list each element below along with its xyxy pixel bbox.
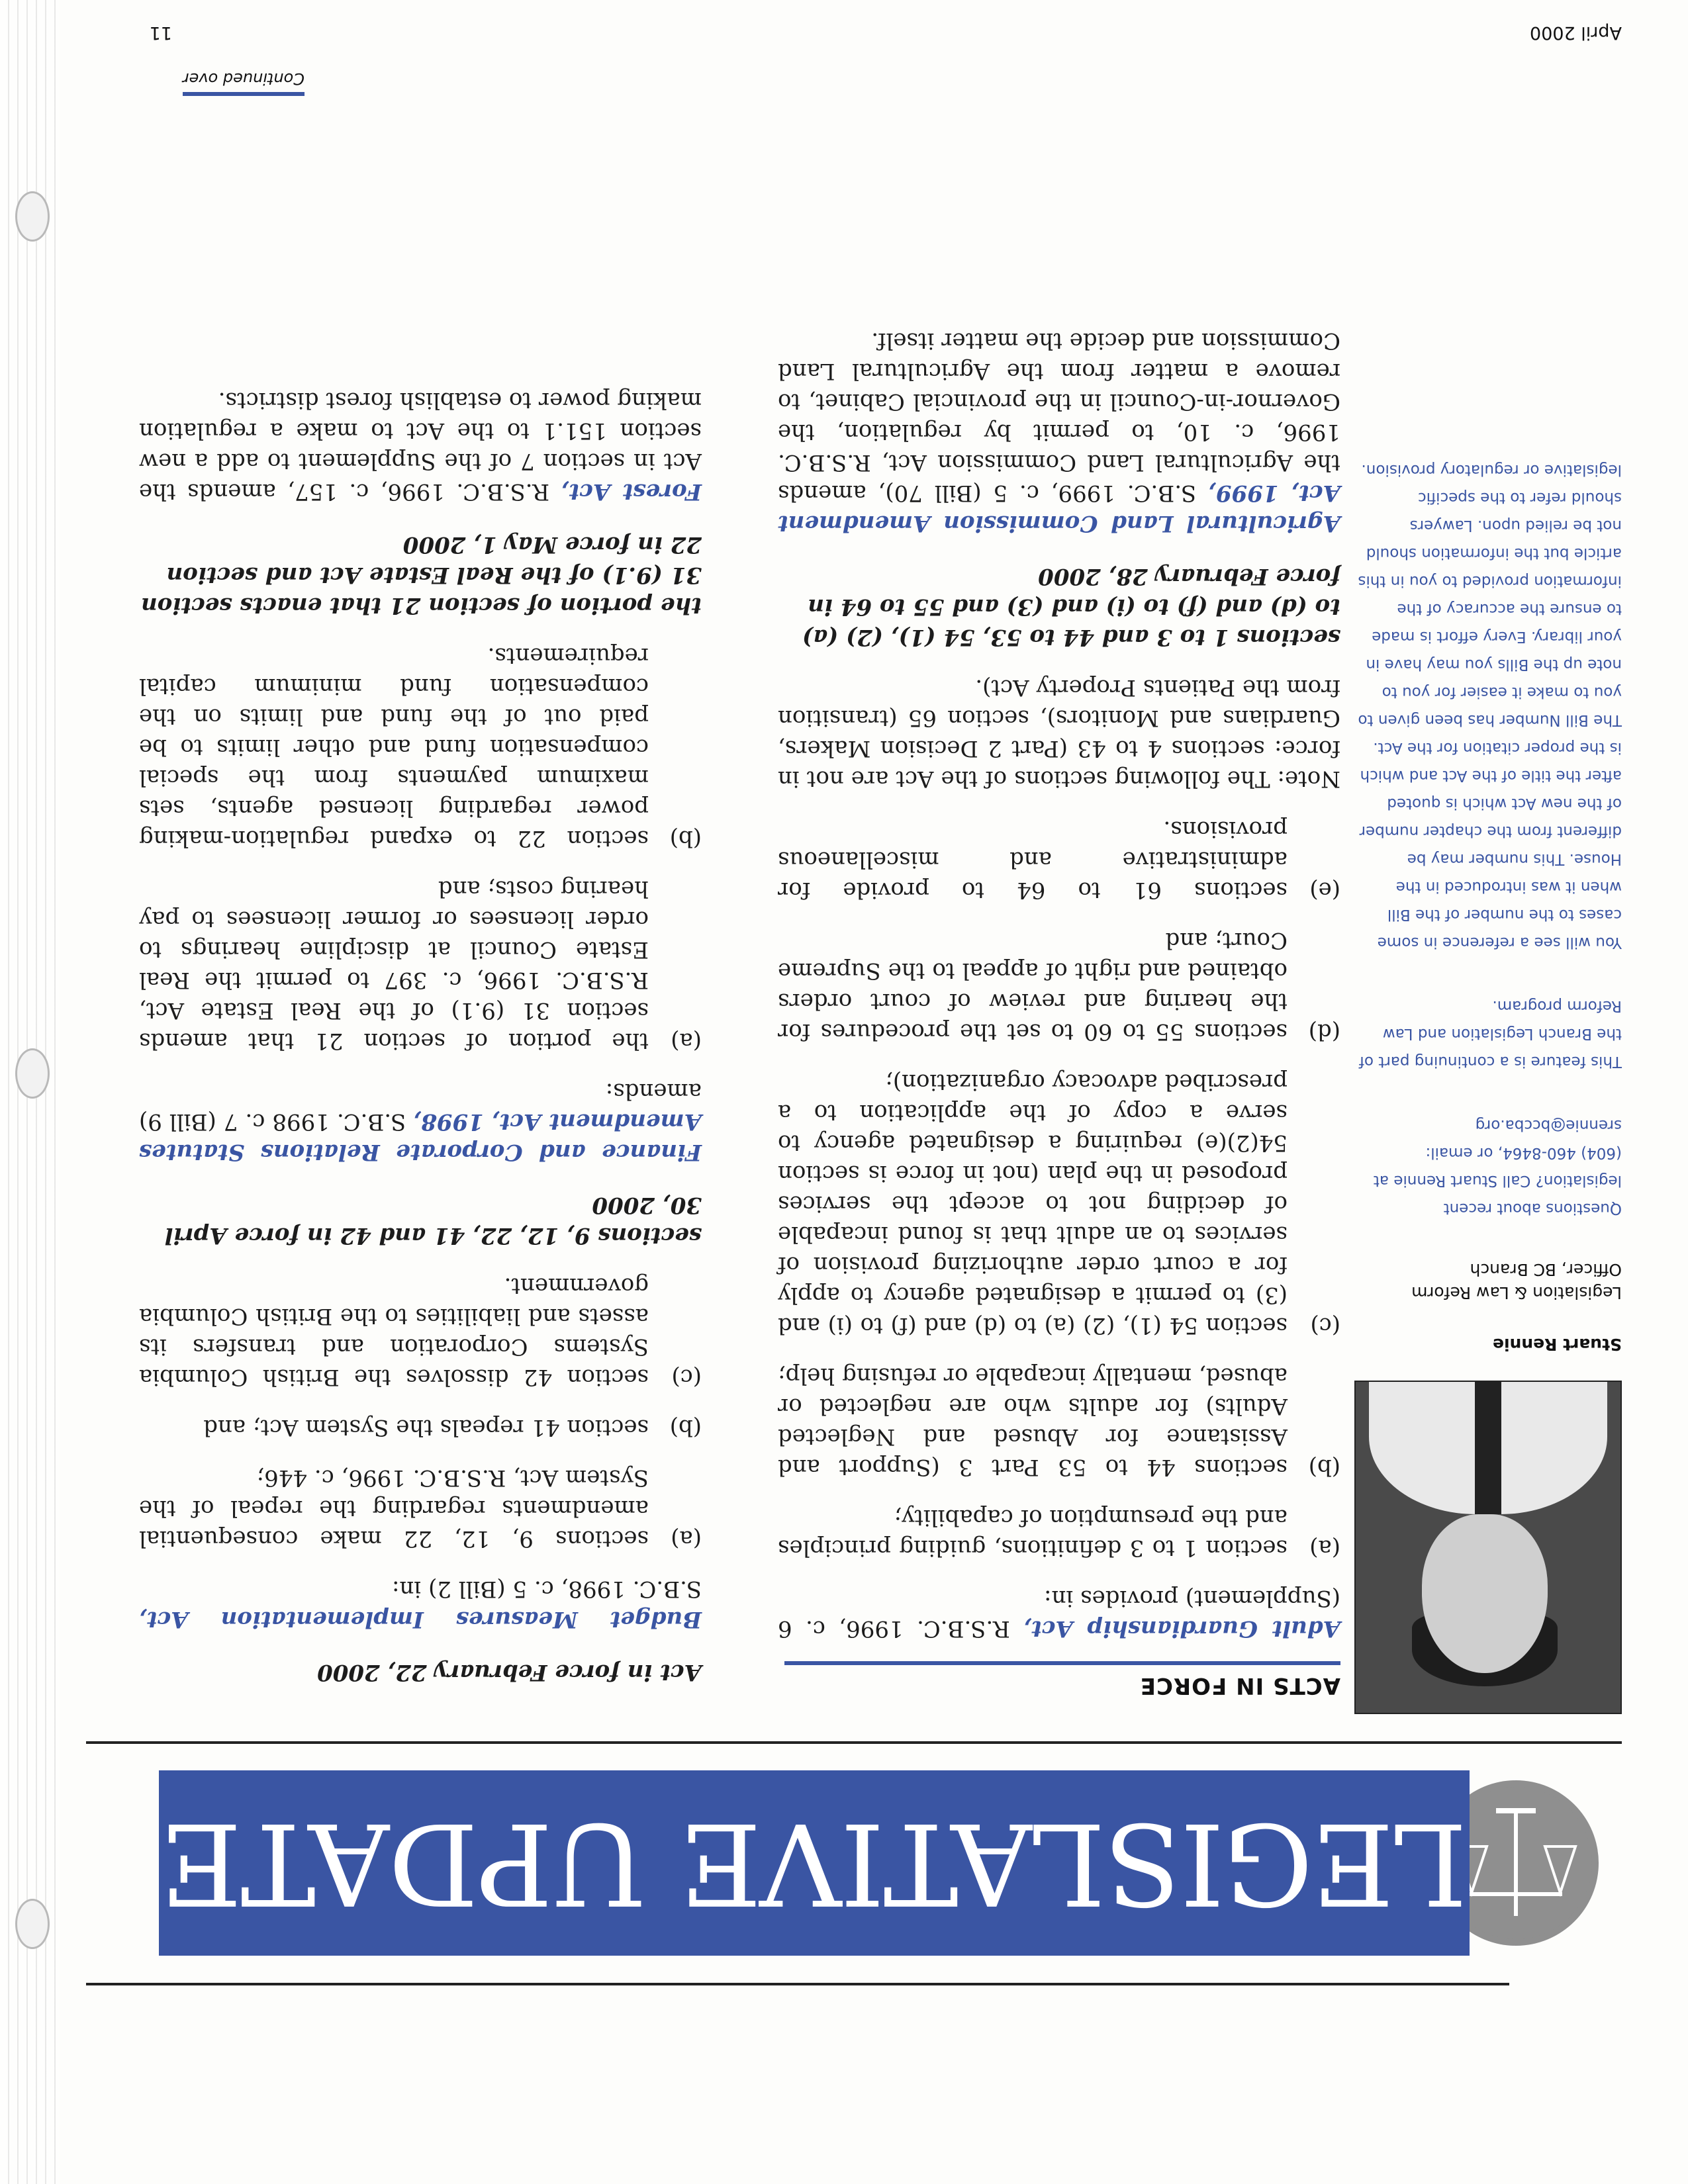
item-label: (b) bbox=[669, 825, 702, 852]
footer-date: April 2000 bbox=[1529, 23, 1622, 43]
column-left bbox=[778, 306, 1340, 1701]
act-description: S.B.C. 1999, c. 5 (Bill 70), amends the Agricultural Land Commission Act, R.S.B.C. 1996, c. 10, to permit by regulation, the Governor-in-Council in the provincial Cabinet, to remove a matter from the Agricultural Land Commission and decide the matter itself. bbox=[778, 328, 1340, 506]
masthead-title: LEGISLATIVE UPDATE bbox=[161, 1797, 1468, 1929]
in-force-statement: Act in force February 22, 2000 bbox=[317, 1659, 702, 1686]
section-heading: ACTS IN FORCE bbox=[784, 1661, 1340, 1701]
item-text: sections 55 to 60 to set the procedures for the hearing and review of court orders obtained and right of appeal to the Supreme Court; and bbox=[778, 927, 1288, 1045]
budget-intro bbox=[139, 1574, 702, 1635]
item-label: (c) bbox=[671, 1364, 702, 1390]
item-label: (b) bbox=[669, 1414, 702, 1441]
item-text: the portion of section 21 that amends section 31 (9.1) of the Real Estate Act, R.S.B.C. 1996, c. 397 to permit the Real Estate Council at discipline hearings to order licensees or former licensees to pay hearing costs; and bbox=[139, 876, 649, 1054]
item-text: section 1 to 3 definitions, guiding principles and the presumption of capability; bbox=[778, 1504, 1288, 1561]
binder-hole-icon bbox=[15, 191, 50, 242]
list-item bbox=[778, 1361, 1340, 1482]
act-title: Finance and Corporate Relations Statutes Amendment Act, 1998, bbox=[139, 1109, 702, 1165]
list-item bbox=[139, 874, 702, 1056]
item-label: (d) bbox=[1308, 1019, 1340, 1045]
in-force-statement: sections 9, 12, 22, 41 and 42 in force April 30, 2000 bbox=[164, 1192, 702, 1249]
item-text: sections 44 to 53 Part 3 (Support and Assistance for Abused and Neglected Adults) for adults who are neglected or abused, mentally incapable or refusing help; bbox=[778, 1363, 1288, 1480]
column-right bbox=[139, 365, 702, 1701]
item-text: section 54 (1), (2) (a) to (d) and (f) to (i) and (3) to permit a designated agency to apply for a court order authorizing provision of services to an adult that is found incapable of deciding not to accept the services proposed in the plan (not in force is section 54(2)(e) requiring a designated agency to serve a copy of the application to a prescribed advocacy organization); bbox=[778, 1069, 1288, 1339]
act-description: R.S.B.C. 1996, c. 157, amends the Act in section 7 of the Supplement to add a new section 151.1 to the Act to make a regulation making power to establish forest districts. bbox=[138, 387, 702, 505]
list-item bbox=[139, 1463, 702, 1554]
list-item bbox=[778, 925, 1340, 1047]
list-item bbox=[139, 1271, 702, 1392]
top-rule bbox=[86, 1983, 1509, 1985]
alc-paragraph bbox=[778, 326, 1340, 539]
item-label: (a) bbox=[1309, 1535, 1340, 1561]
list-item bbox=[139, 1412, 702, 1443]
bill-reference-note: You will see a reference in some cases to the number of the Bill when it was introduced in the House. This number may be different from the chapter number of the new Act which is quoted after the title of the Act and which is the proper citation for the Act. The Bill Number has been given to you to make it easier for you to note up the Bills you may have in your library. Every effort is made to ensure the accuracy of the information provided to you in this article but the information should not be relied upon. Lawyers should refer to the specific legislative or regulatory provision. bbox=[1358, 461, 1622, 951]
list-item bbox=[778, 1067, 1340, 1341]
binder-hole-icon bbox=[15, 1899, 50, 1949]
item-label: (a) bbox=[671, 1028, 702, 1054]
author-photo bbox=[1354, 1381, 1622, 1714]
item-text: section 41 repeals the System Act; and bbox=[203, 1414, 649, 1441]
feature-note: This feature is a continuing part of the Branch Legislation and Law Reform program. bbox=[1358, 997, 1622, 1070]
act-title: Budget Measures Implementation Act, bbox=[139, 1606, 702, 1633]
item-text: section 42 dissolves the British Columbia Systems Corporation and transfers its assets and liabilities to the British Columbia government. bbox=[139, 1273, 649, 1390]
binder-hole-icon bbox=[15, 1048, 50, 1099]
item-text: sections 9, 12, 22 make consequential amendments regarding the repeal of the System Act, R.S.B.C. 1996, c. 446; bbox=[139, 1465, 649, 1552]
act-title: Agricultural Land Commission Amendment Act, 1999, bbox=[778, 480, 1340, 537]
list-item bbox=[778, 1502, 1340, 1563]
not-in-force-note: Note: The following sections of the Act are not in force: sections 4 to 43 (Part 2 Decision Makers, Guardians and Monitors), section 65 (transition from the Patients Property Act). bbox=[778, 674, 1340, 792]
page-number: 11 bbox=[149, 23, 172, 43]
item-text: section 22 to expand regulation-making power regarding licensed agents, sets maximum payments from the special compensation fund and other limits to be paid out of the fund and limits on the compensation fund minimum capital requirements. bbox=[139, 643, 649, 852]
forest-paragraph bbox=[139, 385, 702, 507]
in-force-statement: the portion of section 21 that enacts section 31 (9.1) of the Real Estate Act and section 22 in force May 1, 2000 bbox=[141, 531, 702, 619]
item-label: (b) bbox=[1308, 1454, 1340, 1480]
continued-over-label: Continued over bbox=[183, 69, 305, 96]
act-citation: S.B.C. 1998, c. 5 (Bill 2) in: bbox=[392, 1576, 702, 1602]
item-text: sections 61 to 64 to provide for administrative and miscellaneous provisions. bbox=[778, 816, 1288, 903]
list-item bbox=[778, 814, 1340, 905]
masthead-banner bbox=[159, 1770, 1470, 1956]
contact-note: Questions about recent legislation? Call Stuart Rennie at (604) 460-8464, or email: srennie@bccba.org bbox=[1373, 1116, 1622, 1217]
author-sidebar bbox=[1357, 456, 1622, 1714]
author-name: Stuart Rennie bbox=[1493, 1335, 1622, 1354]
act-citation: R.S.B.C. 1996, c. 6 (Supplement) provides in: bbox=[777, 1585, 1340, 1642]
act-citation: S.B.C. 1998 c. 7 (Bill 9) amends: bbox=[139, 1078, 702, 1135]
item-label: (a) bbox=[671, 1525, 702, 1552]
aga-intro bbox=[778, 1583, 1340, 1644]
author-title: Legislation & Law Reform Officer, BC Branch bbox=[1411, 1260, 1622, 1302]
act-title: Adult Guardianship Act, bbox=[1023, 1615, 1340, 1642]
fcr-intro bbox=[139, 1076, 702, 1167]
masthead-bottom-rule bbox=[86, 1741, 1622, 1744]
item-label: (e) bbox=[1309, 877, 1340, 903]
act-title: Forest Act, bbox=[561, 478, 702, 505]
in-force-statement: sections 1 to 3 and 44 to 53, 54 (1), (2) (a) to (d) and (f) to (i) and (3) and 55 to 64 in force February 28, 2000 bbox=[802, 563, 1340, 651]
item-label: (c) bbox=[1310, 1312, 1340, 1339]
list-item bbox=[139, 641, 702, 854]
